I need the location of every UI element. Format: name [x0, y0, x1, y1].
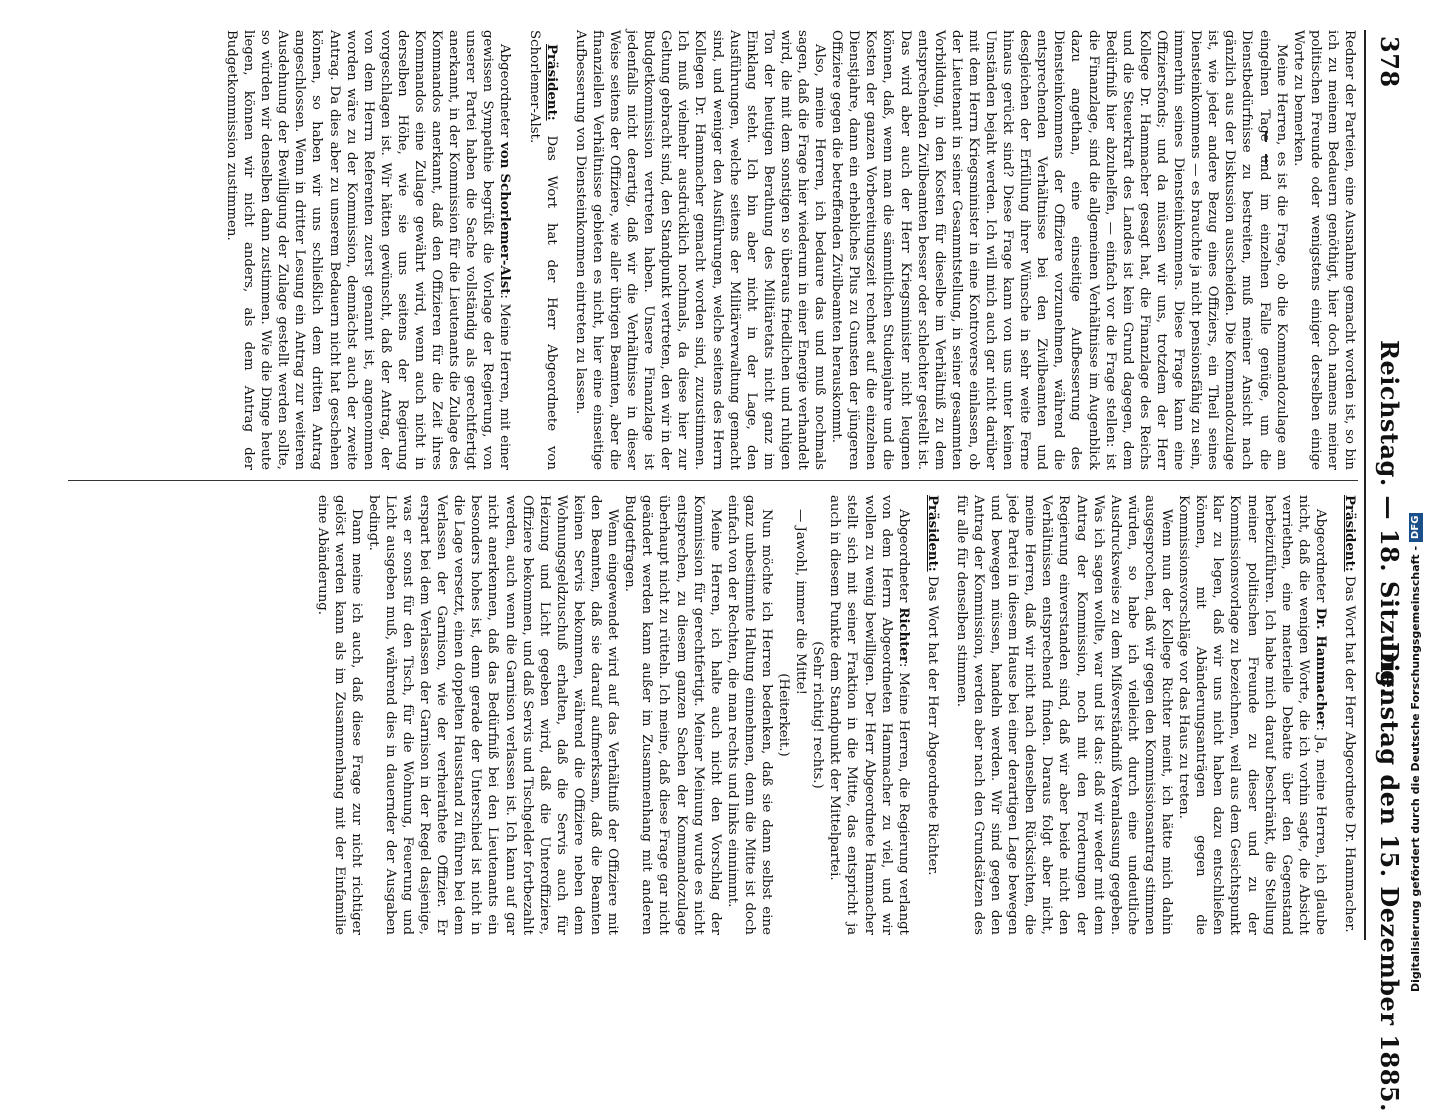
- speech: [223, 30, 514, 470]
- speaker-prefix: Abgeordneter: [1312, 509, 1328, 603]
- president-statement: [924, 495, 941, 935]
- statement-text: Das Wort hat der Herr Abgeordnete Richter.: [924, 575, 940, 876]
- left-column: [223, 30, 1358, 470]
- paragraph: Dann meine ich auch, daß diese Frage zur nicht richtiger gelöst werden kann als im Zusammenhang mit der Einfamilie eine Abänderung.: [314, 495, 364, 935]
- speaker-label: Präsident:: [543, 44, 559, 121]
- speaker-name: Richter: [895, 607, 911, 663]
- paragraph: Also, meine Herren, ich bedaure das und muß nochmals sagen, daß die Frage hier wiederum in einer Energie verhandelt wird, die mit dem sonstigen so überaus friedlichen und ruhigen Ton der heutigen Berathung des Militäretats nicht ganz im Einklang steht. Ich bin aber nicht in der Lage, den Ausführungen, welche seitens der Militärverwaltung gemacht sind, und weniger den Ausführungen, welche seitens des Herrn Kollegen Dr. Hammacher gemacht worden sind, zuzustimmen. Ich muß vielmehr ausdrücklich nochmals, da diese hier zur Geltung gebracht sind, den Standpunkt vertreten, den wir in der Budgetkommission vertreten haben. Unsere Finanzlage ist jedenfalls nicht derartig, daß wir die Verhältnisse in dieser Weise seitens der Offiziere, wie aller übrigen Beamten, aber die finanziellen Verhältnisse gebieten es nicht, hier eine einseitige Aufbesserung von Diensteinkommen eintreten zu lassen.: [572, 30, 828, 470]
- interjection: (Sehr richtig! rechts.): [810, 641, 826, 789]
- speech: [1175, 495, 1329, 935]
- paragraph: Redner der Parteien, eine Ausnahme gemacht worden ist, so bin ich zu meinem Bedauern genöthigt, hier doch namens meiner politischen Freunde oder wenigstens einiger derselben einige Worte zu bemerken.: [1290, 30, 1357, 470]
- page-number: 378: [1375, 36, 1404, 88]
- speech: [826, 495, 911, 935]
- margin-dashes: [1262, 130, 1270, 170]
- statement-text: Das Wort hat der Herr Abgeordnete Dr. Hammacher.: [1342, 575, 1357, 933]
- speech-text: : Meine Herren, die Regierung verlangt von dem Herrn Abgeordneten Hammacher zu viel, und wir wollen zu wenig bewilligen. Der Herr Abgeordnete Hammacher stellt sich mit seiner Fraktion in die Mitte, das entspricht ja auch in diesem Punkte dem Standpunkt der Mittelpartei.: [827, 495, 911, 935]
- president-statement: [526, 30, 560, 470]
- paragraph: Nun möchte ich Herren bedenken, daß sie dann selbst eine ganz unbestimmte Haltung einnehmen, denn die Mitte ist doch einfach von der Rechten, die man rechts und links einnimmt.: [724, 495, 774, 935]
- speaker-prefix: Abgeordneter: [895, 509, 911, 603]
- paragraph: Wenn nun der Kollege Richter meint, ich hätte mich dahin ausgesprochen, daß wir gegen den Kommissionsantrag stimmen würden, so habe ich vielleicht durch eine undeutliche Ausdrucksweise zu dem Mißverständniß Veranlassung gegeben. Was ich sagen wollte, war und ist das: daß wir weder mit dem Antrag der Kommission, noch mit den Forderungen der Regierung einverstanden sind, daß wir aber beide nicht den Verhältnissen entsprechend finden. Daraus folgt aber nicht, meine Herren, daß wir nicht nach denselben Rücksichten, die jede Partei in diesem Hause bei einer derartigen Lage bewegen und bewegen müssen, handeln werden. Wir sind gegen den Antrag der Kommission, werden aber nach den Grundsätzen des für alle für denselben stimmen.: [953, 495, 1175, 935]
- running-header: [1364, 30, 1408, 1112]
- interjection: (Heiterkeit.): [776, 673, 792, 757]
- speech-text: : Ja, meine Herren, ich glaube nicht, daß die wenigen Worte, die ich vorhin sagte, die Absicht verriethen, eine materielle Debatte über den Gegenstand herbeizuführen. Ich habe mich darauf beschränkt, die Stellung meiner politischen Freunde zu dieser und zu der Kommissionsvorlage zu bezeichnen, weil aus dem Gesichtspunkt klar zu legen, daß wir uns nicht haben dazu entschließen können, mit Abänderungsanträgen gegen die Kommissionsvorschläge vor das Haus zu treten.: [1176, 495, 1328, 936]
- statement-text: Das Wort hat der Herr Abgeordnete von Schorlemer-Alst.: [526, 30, 559, 470]
- speaker-label: Präsident:: [924, 495, 940, 572]
- interjection: — Jawohl, immer die Mitte!: [793, 509, 809, 695]
- paragraph: Meine Herren, ich halte auch nicht den Vorschlag der Kommission für gerechtfertigt. Meiner Meinung wurde es nicht entsprechen, zu diesem ganzen Sachen der Kommandozulage überhaupt nicht zu rütteln. Ich meine, daß diese Frage gar nicht geändert werden kann außer im Zusammenhang mit anderen Budgetfragen.: [622, 495, 723, 935]
- paragraph: Meine Herren, es ist die Frage, ob die Kommandozulage am eingelnen Tage und im einzelnen Falle genüge, um die Dienstbedürfnisse zu bestreiten, muß meiner Ansicht nach gänzlich aus der Diskussion ausscheiden. Die Kommandozulage ist, wie jeder andere Bezug eines Offiziers, ein Theil seines Diensteinkommens — es brauchte ja nicht pensionsfähig zu sein, immerhin seines Diensteinkommens. Diese Frage kann eine Offiziersfonds; und da müssen wir uns, trotzdem der Herr Kollege Dr. Hammacher gesagt hat, die Finanzlage des Reichs und die Steuerkraft des Landes ist kein Grund dagegen, dem Bedürfniß hier abzuhelfen, — einfach vor die Frage stellen: ist die Finanzlage, sind die allgemeinen Verhältnisse im Augenblick dazu angethan, eine einseitige Aufbesserung des Diensteinkommens der Offiziere vorzunehmen, während die entsprechenden Verhältnisse bei den Zivilbeamten und desgleichen der Erfüllung ihrer Wünsche in sehr weite Ferne hinaus gerückt sind? Diese Frage kann von uns unter keinen Umständen bejaht werden. Ich will mich auch gar nicht darüber mit dem Herrn Kriegsminister in eine Kontroverse einlassen, ob der Lieutenant in seiner Gesammtstellung, in seiner gesammten Vorbildung, in den Kosten für dieselbe im Verhältniß zu dem entsprechenden Zivilbeamten besser oder schlechter gestellt ist. Das wird aber auch der Herr Kriegsminister nicht leugnen können, daß, wenn man die sämmtlichen Studienjahre und die Kosten der ganzen Vorbereitungszeit rechnet auf die einzelnen Dienstjahre, dann ein erhebliches Plus zu Gunsten der jüngeren Offiziere gegen die betreffenden Zivilbeamten herauskommt.: [829, 30, 1289, 470]
- right-column: [313, 495, 1358, 935]
- column-divider: [68, 480, 1358, 481]
- dfg-logo: DFG: [1409, 513, 1423, 542]
- president-statement: [1341, 495, 1358, 935]
- speech-text: : Meine Herren, mit einer gewissen Sympathie begrüßt die Vorlage der Regierung, von unserer Partei haben die Sache vollständig als gerechtfertigt anerkannt, in der Kommission für die Lieutenants die Zulage des Kommandos anerkannt, daß den Offizieren für die Zeit ihres Kommandos eine Zulage gewährt wird, wenn auch nicht in derselben Höhe, wie sie uns seitens der Regierung vorgeschlagen ist. Wir hätten gewünscht, daß der Antrag, der von dem Herrn Referenten zuerst genannt ist, angenommen worden wäre zu der Kommission, demnächst auch der zweite Antrag. Da dies aber zu unserem Bedauern nicht hat geschehen können, so haben wir uns schließlich dem dritten Antrag angeschlossen. Wenn in dritter Lesung ein Antrag zur weiteren Ausdehnung der Bewilligung der Zulage gestellt werden sollte, so würden wir denselben dann zustimmen. Wie die Dinge heute liegen, können wir nicht anders, als dem Antrag der Budgetkommission zustimmen.: [224, 30, 513, 470]
- speaker-name: von Schorlemer-Alst: [497, 142, 513, 295]
- digitization-credit: [1405, 8, 1427, 992]
- header-session: Reichstag. — 18. Sitzung.: [1375, 340, 1404, 697]
- speaker-label: Präsident:: [1342, 495, 1357, 572]
- header-date: Dienstag den 15. Dezember 1885.: [1375, 642, 1404, 1112]
- speaker-name: Dr. Hammacher: [1312, 607, 1328, 727]
- credit-text: Digitalisierung gefördert durch die Deutsche Forschungsgemeinschaft -: [1409, 545, 1422, 992]
- speaker-prefix: Abgeordneter: [497, 44, 513, 138]
- paragraph: Wenn eingewendet wird auf das Verhältniß der Offiziere mit den Beamten, daß sie darauf aufmerksam, daß die Beamten keinen Servis bekommen, während die Offiziere neben dem Wohnungsgeldzuschuß erhalten, daß die Servis auch für Heizung und Licht gegeben wird, daß die Unteroffiziere, Offiziere bekommen, und daß Servis und Tischgelder fortbezahlt werden, auch wenn die Garnison verlassen ist. Ich kann auf gar nicht anerkennen, daß das Bedürfniß bei den Lieutenants ein besonders hohes ist, denn gerade der Unterschied ist nicht in die Lage versetzt, einen doppelten Hausstand zu führen bei dem Verlassen der Garnison, wie der verheirathete Offizier. Er erspart bei dem Verlassen der Garnison in der Regel dasjenige, was er sonst für den Tisch, für die Wohnung, Feuerung und Licht ausgeben muß, während dies in dauernder der Ausgaben bedingt.: [365, 495, 621, 935]
